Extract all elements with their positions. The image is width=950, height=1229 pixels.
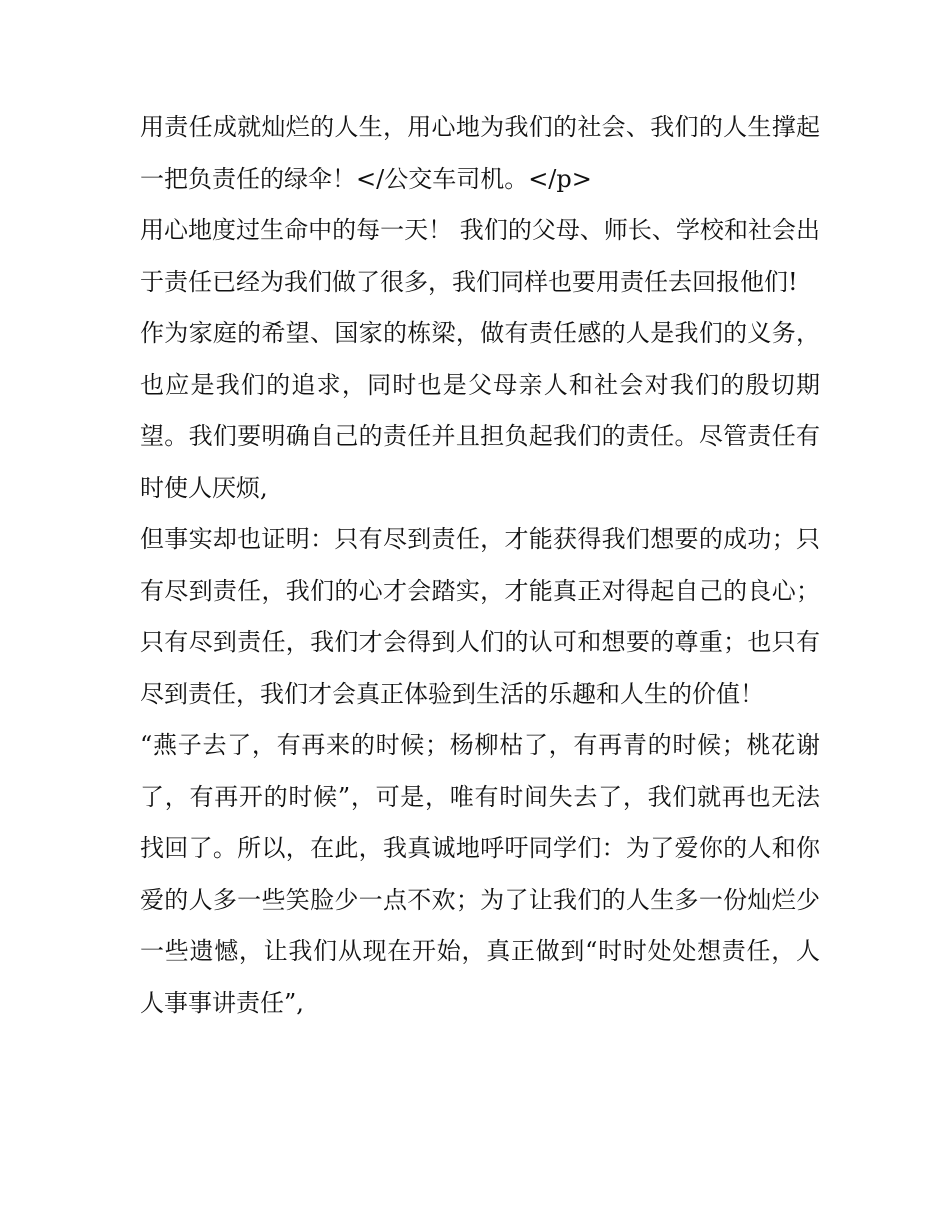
paragraph-3: 作为家庭的希望、国家的栋梁，做有责任感的人是我们的义务，也应是我们的追求，同时也是父母亲人和社会对我们的殷切期望。我们要明确自己的责任并且担负起我们的责任。尽管责任有时使人厌烦, xyxy=(140,319,820,502)
paragraph-2: 用心地度过生命中的每一天！ 我们的父母、师长、学校和社会出于责任已经为我们做了很多，我们同样也要用责任去回报他们! xyxy=(140,216,820,296)
document-body xyxy=(140,102,820,1029)
paragraph-4: 但事实却也证明：只有尽到责任，才能获得我们想要的成功；只有尽到责任，我们的心才会踏实，才能真正对得起自己的良心；只有尽到责任，我们才会得到人们的认可和想要的尊重；也只有尽到责任，我们才会真正体验到生活的乐趣和人生的价值！ xyxy=(140,525,820,708)
paragraph-1: 用责任成就灿烂的人生，用心地为我们的社会、我们的人生撑起一把负责任的绿伞！</公交车司机。</p> xyxy=(140,113,820,193)
paragraph-5: “燕子去了，有再来的时候；杨柳枯了，有再青的时候；桃花谢了，有再开的时候”，可是，唯有时间失去了，我们就再也无法找回了。所以，在此，我真诚地呼吁同学们：为了爱你的人和你爱的人多一些笑脸少一点不欢；为了让我们的人生多一份灿烂少一些遗憾，让我们从现在开始，真正做到“时时处处想责任，人人事事讲责任”, xyxy=(140,731,820,1017)
